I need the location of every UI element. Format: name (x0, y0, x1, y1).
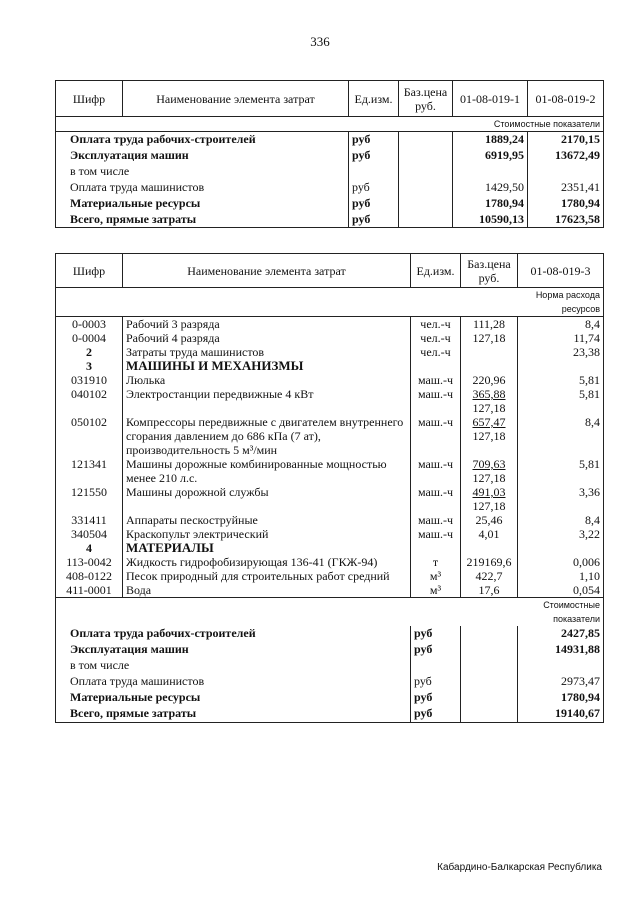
resource-code: 340504 (56, 527, 123, 541)
table-row (56, 212, 604, 228)
resource-code: 040102 (56, 387, 123, 415)
resource-norm: 8,4 (518, 513, 604, 527)
price-secondary: 127,18 (472, 499, 506, 513)
cost-item-base (399, 196, 453, 212)
resource-name: Машины дорожные комбинированные мощностью менее 210 л.с. (123, 457, 411, 485)
header-code-1: 01-08-019-1 (453, 81, 528, 117)
resource-name: МАТЕРИАЛЫ (123, 541, 411, 555)
header-base-price: Баз.цена руб. (399, 81, 453, 117)
price-main: 17,6 (478, 583, 500, 597)
resource-unit (411, 541, 461, 555)
resource-name: МАШИНЫ И МЕХАНИЗМЫ (123, 359, 411, 373)
cost-item-value-2: 17623,58 (528, 212, 604, 228)
header-unit: Ед.изм. (349, 81, 399, 117)
table-row (56, 148, 604, 164)
resource-price (461, 415, 518, 457)
resource-price (461, 317, 518, 332)
table-row (56, 485, 604, 513)
cost-item-unit: руб (349, 132, 399, 148)
header-unit: Ед.изм. (411, 254, 461, 288)
cost-label: Стоимостные показатели (518, 598, 604, 627)
cost-item-base (399, 148, 453, 164)
table-row (56, 331, 604, 345)
resource-code: 031910 (56, 373, 123, 387)
price-main: 4,01 (478, 527, 500, 541)
cost-item-base (399, 132, 453, 148)
resource-unit: маш.-ч (411, 527, 461, 541)
cost-item-value-2: 2170,15 (528, 132, 604, 148)
cost-item-name: в том числе (56, 658, 411, 674)
header-name: Наименование элемента затрат (123, 81, 349, 117)
price-main: 25,46 (475, 513, 503, 527)
table-row (56, 317, 604, 332)
cost-item-value-1: 1889,24 (453, 132, 528, 148)
cost-item-value-1: 6919,95 (453, 148, 528, 164)
resource-code: 121341 (56, 457, 123, 485)
resource-name: Вода (123, 583, 411, 598)
cost-item-unit: руб (411, 626, 461, 642)
resource-norm: 5,81 (518, 387, 604, 415)
resource-code: 408-0122 (56, 569, 123, 583)
resource-unit: маш.-ч (411, 485, 461, 513)
cost-item-unit: руб (411, 642, 461, 658)
header-base-price: Баз.цена руб. (461, 254, 518, 288)
price-main: 422,7 (475, 569, 503, 583)
cost-item-name: Всего, прямые затраты (56, 706, 411, 722)
resource-price (461, 331, 518, 345)
resource-code: 113-0042 (56, 555, 123, 569)
resource-unit: маш.-ч (411, 387, 461, 415)
resource-code: 4 (56, 541, 123, 555)
cost-item-unit: руб (411, 706, 461, 722)
cost-item-name: Оплата труда машинистов (56, 674, 411, 690)
resource-norm (518, 541, 604, 555)
resource-name: Аппараты пескоструйные (123, 513, 411, 527)
resource-unit: маш.-ч (411, 513, 461, 527)
table-row (56, 642, 604, 658)
resource-norm: 1,10 (518, 569, 604, 583)
cost-item-unit: руб (349, 212, 399, 228)
resource-price (461, 569, 518, 583)
cost-item-name: в том числе (56, 164, 349, 180)
table-row (56, 359, 604, 373)
resource-price (461, 485, 518, 513)
price-main: 657,47 (472, 415, 506, 429)
resource-unit (411, 359, 461, 373)
resource-name: Краскопульт электрический (123, 527, 411, 541)
cost-item-unit (411, 658, 461, 674)
resource-table (55, 253, 604, 723)
resource-price (461, 527, 518, 541)
resource-norm (518, 359, 604, 373)
cost-item-base (461, 674, 518, 690)
table-row (56, 132, 604, 148)
resource-price (461, 541, 518, 555)
price-main: 127,18 (472, 331, 506, 345)
cost-item-name: Материальные ресурсы (56, 690, 411, 706)
table-row (56, 626, 604, 642)
price-secondary: 127,18 (472, 471, 506, 485)
price-main: 365,88 (472, 387, 506, 401)
cost-item-base (461, 658, 518, 674)
cost-item-value-1: 1429,50 (453, 180, 528, 196)
cost-item-base (399, 164, 453, 180)
resource-name: Люлька (123, 373, 411, 387)
resource-norm: 3,22 (518, 527, 604, 541)
cost-item-unit: руб (349, 148, 399, 164)
cost-item-value-2 (528, 164, 604, 180)
table-row (56, 415, 604, 457)
cost-item-unit: руб (349, 196, 399, 212)
cost-item-value-1: 10590,13 (453, 212, 528, 228)
cost-item-value-1 (453, 164, 528, 180)
cost-item-value: 14931,88 (518, 642, 604, 658)
table-row (56, 513, 604, 527)
resource-norm: 8,4 (518, 317, 604, 332)
cost-item-unit: руб (349, 180, 399, 196)
table-row (56, 527, 604, 541)
resource-unit: маш.-ч (411, 373, 461, 387)
cost-item-value-2: 13672,49 (528, 148, 604, 164)
price-secondary: 127,18 (472, 429, 506, 443)
resource-unit: маш.-ч (411, 415, 461, 457)
resource-price (461, 345, 518, 359)
cost-item-name: Материальные ресурсы (56, 196, 349, 212)
table-row (56, 457, 604, 485)
cost-item-name: Оплата труда машинистов (56, 180, 349, 196)
price-secondary: 127,18 (472, 401, 506, 415)
table-row (56, 569, 604, 583)
price-main: 219169,6 (466, 555, 512, 569)
resource-price (461, 583, 518, 598)
table-row (56, 658, 604, 674)
header-code: Шифр (56, 81, 123, 117)
cost-item-value: 2427,85 (518, 626, 604, 642)
resource-unit: т (411, 555, 461, 569)
cost-table-1 (55, 80, 604, 228)
resource-price (461, 359, 518, 373)
section-label: Стоимостные показатели (453, 117, 604, 132)
table-row (56, 541, 604, 555)
resource-name: Машины дорожной службы (123, 485, 411, 513)
cost-item-value: 1780,94 (518, 690, 604, 706)
resource-norm: 11,74 (518, 331, 604, 345)
cost-item-base (461, 706, 518, 722)
footer-region: Кабардино-Балкарская Республика (437, 862, 602, 873)
resource-name: Жидкость гидрофобизирующая 136-41 (ГКЖ-94) (123, 555, 411, 569)
cost-item-base (399, 180, 453, 196)
cost-item-unit: руб (411, 690, 461, 706)
cost-item-base (399, 212, 453, 228)
cost-item-name: Оплата труда рабочих-строителей (56, 626, 411, 642)
resource-unit: чел.-ч (411, 345, 461, 359)
resource-code: 121550 (56, 485, 123, 513)
table-row (56, 373, 604, 387)
resource-code: 050102 (56, 415, 123, 457)
header-code-2: 01-08-019-2 (528, 81, 604, 117)
cost-item-value: 2973,47 (518, 674, 604, 690)
resource-norm: 5,81 (518, 373, 604, 387)
cost-item-unit (349, 164, 399, 180)
cost-item-unit: руб (411, 674, 461, 690)
price-main: 709,63 (472, 457, 506, 471)
cost-item-name: Эксплуатация машин (56, 642, 411, 658)
cost-item-value-2: 2351,41 (528, 180, 604, 196)
resource-norm: 8,4 (518, 415, 604, 457)
norm-label: Норма расхода ресурсов (518, 288, 604, 317)
table-row (56, 555, 604, 569)
cost-item-name: Оплата труда рабочих-строителей (56, 132, 349, 148)
table-row (56, 583, 604, 598)
resource-name: Рабочий 3 разряда (123, 317, 411, 332)
resource-name: Затраты труда машинистов (123, 345, 411, 359)
header-code-3: 01-08-019-3 (518, 254, 604, 288)
resource-norm: 0,054 (518, 583, 604, 598)
table-row (56, 164, 604, 180)
resource-name: Электростанции передвижные 4 кВт (123, 387, 411, 415)
resource-code: 331411 (56, 513, 123, 527)
resource-unit: м³ (411, 583, 461, 598)
resource-code: 3 (56, 359, 123, 373)
cost-item-base (461, 690, 518, 706)
resource-norm: 3,36 (518, 485, 604, 513)
resource-unit: маш.-ч (411, 457, 461, 485)
resource-code: 0-0004 (56, 331, 123, 345)
price-main: 491,03 (472, 485, 506, 499)
resource-unit: м³ (411, 569, 461, 583)
resource-unit: чел.-ч (411, 317, 461, 332)
table-row (56, 690, 604, 706)
resource-price (461, 387, 518, 415)
cost-item-value (518, 658, 604, 674)
resource-code: 411-0001 (56, 583, 123, 598)
resource-price (461, 457, 518, 485)
resource-name: Песок природный для строительных работ средний (123, 569, 411, 583)
table-row (56, 345, 604, 359)
page-number: 336 (310, 34, 330, 49)
cost-item-name: Всего, прямые затраты (56, 212, 349, 228)
price-main: 220,96 (472, 373, 506, 387)
resource-price (461, 513, 518, 527)
table-row (56, 387, 604, 415)
cost-item-base (461, 642, 518, 658)
resource-norm: 5,81 (518, 457, 604, 485)
cost-item-value-2: 1780,94 (528, 196, 604, 212)
table-row (56, 674, 604, 690)
cost-item-name: Эксплуатация машин (56, 148, 349, 164)
cost-item-value-1: 1780,94 (453, 196, 528, 212)
header-code: Шифр (56, 254, 123, 288)
resource-norm: 23,38 (518, 345, 604, 359)
header-name: Наименование элемента затрат (123, 254, 411, 288)
resource-code: 2 (56, 345, 123, 359)
table-row (56, 196, 604, 212)
cost-item-base (461, 626, 518, 642)
resource-norm: 0,006 (518, 555, 604, 569)
table-row (56, 706, 604, 722)
price-main: 111,28 (472, 317, 506, 331)
resource-name: Компрессоры передвижные с двигателем внутреннего сгорания давлением до 686 кПа (7 ат), производительность 5 м³/мин (123, 415, 411, 457)
resource-price (461, 373, 518, 387)
resource-name: Рабочий 4 разряда (123, 331, 411, 345)
cost-item-value: 19140,67 (518, 706, 604, 722)
resource-unit: чел.-ч (411, 331, 461, 345)
resource-price (461, 555, 518, 569)
resource-code: 0-0003 (56, 317, 123, 332)
table-row (56, 180, 604, 196)
